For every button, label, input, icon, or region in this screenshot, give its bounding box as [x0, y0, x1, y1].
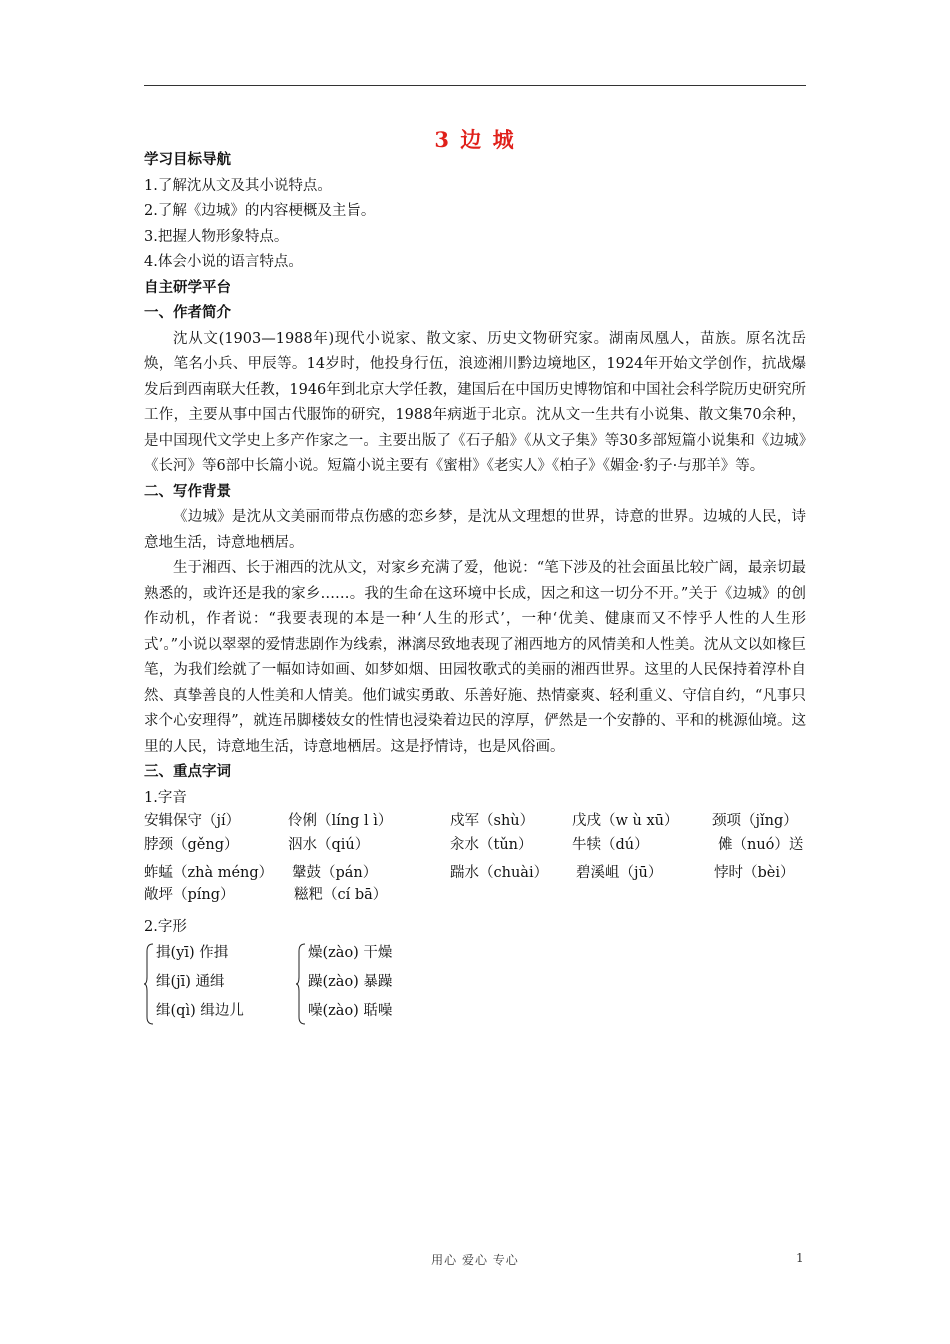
pron-item: 泅水（qiú）	[288, 837, 370, 853]
pron-item: 蚱蜢（zhà méng）	[144, 865, 274, 881]
pron-item: 碧溪岨（jū）	[576, 865, 663, 881]
pron-item: 悖时（bèi）	[714, 865, 795, 881]
pron-item: 汆水（tǔn）	[450, 837, 533, 853]
author-paragraph: 沈从文(1903—1988年)现代小说家、散文家、历史文物研究家。湖南凤凰人，苗族。原名沈岳焕，笔名小兵、甲辰等。14岁时，他投身行伍，浪迹湘川黔边境地区，1924年开始文学创作，抗战爆发后到西南联大任教，1946年到北京大学任教，建国后在中国历史博物馆和中国社会科学院历史研究所工作，主要从事中国古代服饰的研究，1988年病逝于北京。沈从文一生共有小说集、散文集70余种，是中国现代文学史上多产作家之一。主要出版了《石子船》《从文子集》等30多部短篇小说集和《边城》《长河》等6部中长篇小说。短篇小说主要有《蜜柑》《老实人》《柏子》《媚金·豹子·与那羊》等。	[144, 330, 806, 474]
goal-item: 1.了解沈从文及其小说特点。	[144, 177, 332, 194]
left-brace-icon	[144, 943, 154, 1025]
document-body	[144, 148, 806, 1031]
right-brace-icon	[296, 943, 306, 1025]
pronunciation-heading: 1.字音	[144, 789, 187, 806]
pron-item: 伶俐（líng l ì）	[288, 813, 393, 829]
goal-item: 2.了解《边城》的内容梗概及主旨。	[144, 203, 376, 219]
goal-item: 4.体会小说的语言特点。	[144, 254, 303, 270]
form-item: 揖(yī) 作揖	[156, 944, 229, 961]
background-heading: 二、写作背景	[144, 483, 231, 500]
pron-item: 颈项（jǐng）	[712, 813, 798, 829]
page-title: 3 边 城	[434, 127, 516, 152]
pron-item: 踹水（chuài）	[450, 865, 549, 881]
page-number: 1	[796, 1251, 804, 1265]
goal-item: 3.把握人物形象特点。	[144, 228, 289, 245]
pron-item: 脖颈（gěng）	[144, 837, 239, 853]
platform-heading: 自主研学平台	[144, 279, 231, 296]
character-form-groups	[144, 941, 806, 1031]
background-paragraph-2: 生于湘西、长于湘西的沈从文，对家乡充满了爱，他说：“笔下涉及的社会面虽比较广阔，最亲切最熟悉的，或许还是我的家乡……。我的生命在这环境中长成，因之和这一切分不开。”关于《边城》的创作动机，作者说：“我要表现的本是一种‘人生的形式’，一种‘优美、健康而又不悖乎人性的人生形式’。”小说以翠翠的爱情悲剧作为线索，淋漓尽致地表现了湘西地方的风情美和人性美。沈从文以如椽巨笔，为我们绘就了一幅如诗如画、如梦如烟、田园牧歌式的美丽的湘西世界。这里的人民保持着淳朴自然、真挚善良的人性美和人情美。他们诚实勇敢、乐善好施、热情豪爽、轻利重义、守信自约，“凡事只求个心安理得”，就连吊脚楼妓女的性情也浸染着边民的淳厚，俨然是一个安静的、平和的桃源仙境。这里的人民，诗意地生活，诗意地栖居。这是抒情诗，也是风俗画。	[144, 560, 806, 755]
form-item: 躁(zào) 暴躁	[308, 973, 393, 990]
background-paragraph-1: 《边城》是沈从文美丽而带点伤感的恋乡梦，是沈从文理想的世界，诗意的世界。边城的人民，诗意地生活，诗意地栖居。	[144, 509, 806, 551]
form-item: 缉(qì) 缉边儿	[156, 1002, 244, 1019]
pron-item: 牛犊（dú）	[572, 837, 649, 853]
footer-motto: 用心 爱心 专心	[431, 1253, 519, 1267]
header-rule	[144, 85, 806, 86]
form-item: 燥(zào) 干燥	[308, 944, 393, 961]
pron-item: 傩（nuó）送	[718, 837, 804, 853]
pron-item: 敞坪（píng）	[144, 887, 235, 903]
pronunciation-grid	[144, 811, 806, 915]
character-form-heading: 2.字形	[144, 919, 187, 935]
author-heading: 一、作者简介	[144, 305, 231, 321]
pron-item: 戍军（shù）	[450, 813, 535, 829]
pron-item: 鞶鼓（pán）	[292, 865, 378, 881]
form-item: 噪(zào) 聒噪	[308, 1002, 393, 1019]
pron-item: 安辑保守（jí）	[144, 813, 241, 829]
form-item: 缉(jī) 通缉	[156, 973, 225, 990]
pron-item: 戊戌（w ù xū）	[572, 813, 679, 829]
keywords-heading: 三、重点字词	[144, 764, 231, 780]
goals-heading: 学习目标导航	[144, 152, 231, 168]
pron-item: 糍粑（cí bā）	[294, 887, 388, 903]
